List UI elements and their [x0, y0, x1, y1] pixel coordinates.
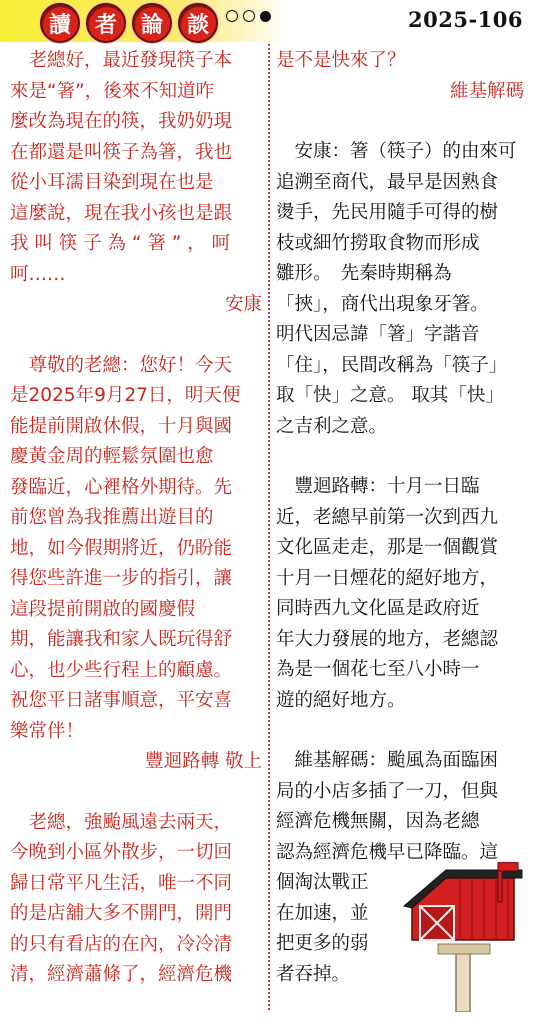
spacer [10, 321, 262, 351]
letter-weiji-jiema-continued [276, 46, 524, 107]
text-line: 者吞掉。 [276, 963, 351, 985]
text-line: 祝您平日諸事順意，平安喜 [10, 690, 233, 711]
text-line: 這麼說，現在我小孩也是跟 [10, 202, 233, 224]
text-line: 在加速，並 [276, 902, 369, 924]
text-line: 安康：箸（筷子）的由來可 [276, 141, 517, 162]
text-line: 豐迴路轉：十月一日臨 [276, 476, 480, 497]
text-line: 認為經濟危機早已降臨。這 [276, 841, 499, 863]
circle-outline-icon [243, 10, 255, 22]
text-line: 尊敬的老總：您好！今天 [10, 354, 233, 376]
spacer [276, 107, 524, 137]
circle-outline-icon [226, 10, 238, 22]
text-line: 的是店舖大多不開門，開門 [10, 903, 233, 924]
letter-signature: 豐迴路轉 敬上 [145, 751, 262, 772]
text-line: 來是“箸”，後來不知道咋 [10, 80, 215, 102]
left-column [10, 46, 262, 991]
column-divider [268, 44, 270, 1010]
text-line: 「住」，民間改稱為「筷子」 [276, 354, 508, 376]
letter-signature: 安康 [224, 294, 262, 315]
text-line: 老總好，最近發現筷子本 [10, 50, 233, 71]
text-line: 之吉利之意。 [276, 415, 388, 437]
title-badge-char: 論 [132, 3, 172, 43]
text-line: 燙手，先民用隨手可得的樹 [276, 202, 499, 223]
spacer [276, 716, 524, 746]
text-line: 清，經濟蕭條了，經濟危機 [10, 964, 233, 985]
text-line: 能提前開啟休假，十月與國 [10, 415, 233, 437]
text-line: 這段提前開啟的國慶假 [10, 598, 196, 620]
text-line: 個淘汰戰正 [276, 872, 369, 893]
text-line: 明代因忌諱「箸」字諧音 [276, 324, 480, 345]
text-line: 十月一日煙花的絕好地方， [276, 567, 499, 589]
letter-weiji-jiema [10, 808, 262, 991]
letter-signature: 維基解碼 [449, 80, 524, 102]
text-line: 期，能讓我和家人既玩得舒 [10, 629, 233, 650]
title-badge-char: 者 [86, 3, 126, 43]
text-line: 得您些許進一步的指引，讓 [10, 568, 233, 589]
spacer [10, 778, 262, 808]
text-line: 從小耳濡目染到現在也是 [10, 172, 214, 193]
text-line: 遊的絕好地方。 [276, 689, 406, 711]
text-line: 的只有看店的在內，冷冷清 [10, 933, 233, 955]
text-line: 歸日常平凡生活，唯一不同 [10, 872, 233, 894]
text-line: 是2025年9月27日，明天便 [10, 385, 241, 406]
text-line: 老總，強颱風遠去兩天， [10, 811, 233, 833]
text-line: 發臨近，心裡格外期待。先 [10, 476, 233, 498]
text-line: 前您曾為我推薦出遊目的 [10, 507, 214, 528]
text-line: 維基解碼：颱風為面臨困 [276, 750, 499, 771]
text-line: 地，如今假期將近，仍盼能 [10, 537, 233, 559]
text-line: 心，也少些行程上的顧慮。 [10, 659, 233, 681]
text-line: 枝或細竹撈取食物而形成 [276, 232, 480, 254]
text-line: 呵…… [10, 263, 66, 285]
text-line: 雛形。 先秦時期稱為 [276, 263, 452, 284]
reply-fenghuiluzhuan [276, 472, 524, 716]
letter-fenghuiluzhuan [10, 351, 262, 778]
column-header [0, 0, 545, 42]
text-line: 經濟危機無關，因為老總 [276, 811, 480, 832]
text-line: 我 叫 筷 子 為 “ 箸 ” ， 呵 [10, 233, 231, 254]
text-line: 取「快」之意。 取其「快」 [276, 385, 504, 406]
text-line: 年大力發展的地方，老總認 [276, 628, 499, 650]
mailbox-icon [398, 862, 530, 1012]
text-line: 「挾」，商代出現象牙箸。 [276, 293, 489, 315]
spacer [276, 442, 524, 472]
text-line: 今晚到小區外散步，一切回 [10, 842, 233, 863]
text-line: 近，老總早前第一次到西九 [276, 506, 499, 528]
right-column [276, 46, 524, 990]
text-line: 局的小店多插了一刀，但與 [276, 780, 499, 802]
text-line: 追溯至商代，最早是因熟食 [276, 171, 499, 193]
text-line: 是不是快來了？ [276, 50, 406, 71]
text-line: 把更多的弱 [276, 933, 369, 954]
issue-number: 2025-106 [408, 7, 523, 32]
decorative-dots [226, 10, 271, 22]
text-line: 為是一個花七至八小時一 [276, 659, 480, 680]
reply-anhang [276, 137, 524, 442]
title-badge-char: 讀 [40, 3, 80, 43]
text-line: 麼改為現在的筷，我奶奶現 [10, 111, 233, 132]
title-badge-char: 談 [178, 3, 218, 43]
text-line: 文化區走走，那是一個觀賞 [276, 537, 499, 558]
text-line: 同時西九文化區是政府近 [276, 598, 480, 619]
circle-filled-icon [260, 11, 271, 22]
text-line: 樂常伴！ [10, 720, 85, 742]
letter-anhang [10, 46, 262, 321]
text-line: 慶黃金周的輕鬆氛圍也愈 [10, 446, 214, 467]
text-line: 在都還是叫筷子為箸，我也 [10, 141, 233, 163]
